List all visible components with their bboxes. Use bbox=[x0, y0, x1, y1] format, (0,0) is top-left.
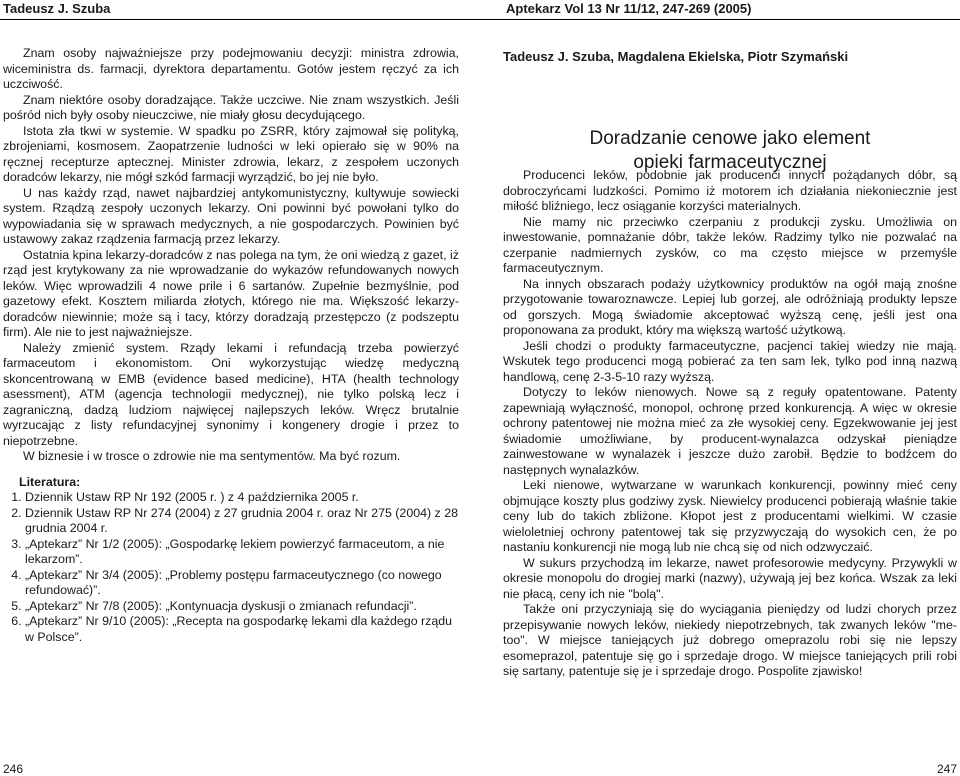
body-paragraph: Leki nienowe, wytwarzane w warunkach konkurencji, powinny mieć ceny objmujące koszty plus godziwy zysk. Niewielcy producenci pobierają właśnie takie ceny lub do takich zbliżone. Kłopot jest z producentami wielkimi. W czasie wieloletniej ochrony patentowej tak się przyzwyczają do wysokich cen, że po nastaniu konkurencji nie mogą lub nie chcą się od nich odzwyczaić. bbox=[503, 478, 957, 554]
header-rule bbox=[0, 19, 960, 20]
left-column bbox=[3, 46, 459, 645]
article-authors: Tadeusz J. Szuba, Magdalena Ekielska, Piotr Szymański bbox=[503, 49, 849, 64]
reference-item: 2. Dziennik Ustaw RP Nr 274 (2004) z 27 grudnia 2004 r. oraz Nr 275 (2004) z 28 grudnia 2004 r. bbox=[25, 506, 459, 537]
page-number-right: 247 bbox=[937, 762, 958, 776]
body-paragraph: Na innych obszarach podaży użytkownicy produktów na ogół mają znośne przygotowanie towaroznawcze. Lepiej lub gorzej, ale odróżniają produkty lepsze od gorszych. Mogą świadomie akceptować wyższą cenę, jeśli jest ona proponowana za produkt, który ma większą wartość użytkową. bbox=[503, 276, 957, 337]
body-paragraph: Dotyczy to leków nienowych. Nowe są z reguły opatentowane. Patenty zapewniają wyłączność, monopol, ochronę przed konkurencją. A więc w okresie ochrony patentowej nie można mieć za złe wysokiej ceny. Egzekwowanie jej jest świadomie umożliwiane, by producent-wynalazca odzyskał pieniądze zainwestowane w wynalazek i jeszcze dużo zarobił. Będzie to bodźcem do następnych wynalazków. bbox=[503, 385, 957, 477]
body-paragraph: Ostatnia kpina lekarzy-doradców z nas polega na tym, że oni wiedzą z gazet, iż rząd jest krytykowany za nie wprowadzanie do wykazów refundowanych nowych leków. Więc wprowadzili 4 nowe prile i 6 sartanów. Zupełnie bezmyślnie, pod gazetowy efekt. Kosztem miliarda złotych, którego nie ma. Większość lekarzy-doradców niewinnie; może są i tacy, którzy doradzają przestępczo (z podszeptu firm). Ale nie to jest najważniejsze. bbox=[3, 247, 459, 339]
reference-item: 6. „Aptekarz” Nr 9/10 (2005): „Recepta na gospodarkę lekami dla każdego rządu w Polsce”. bbox=[25, 614, 459, 645]
literature-heading: Literatura: bbox=[19, 474, 81, 489]
reference-item: 1. Dziennik Ustaw RP Nr 192 (2005 r. ) z 4 października 2005 r. bbox=[25, 490, 459, 506]
body-paragraph: Znam niektóre osoby doradzające. Także uczciwe. Nie znam wszystkich. Jeśli pośród nich były osoby nieuczciwe, nie miały głosu decydującego. bbox=[3, 92, 459, 122]
body-paragraph: Jeśli chodzi o produkty farmaceutyczne, pacjenci takiej wiedzy nie mają. Wskutek tego producenci mogą pobierać za ten sam lek, tylko pod inną nazwą handlową, cenę 2-3-5-10 razy wyższą. bbox=[503, 338, 957, 384]
running-header bbox=[0, 0, 960, 20]
reference-list bbox=[3, 490, 459, 645]
body-paragraph: U nas każdy rząd, nawet najbardziej antykomunistyczny, kultywuje sowiecki system. Rządzą zespoły uczonych lekarzy. Oni powinni być powołani tylko do wypowiadania się w sprawach medycznych, a nie gospodarczych. Powinien być ustawowy zakaz rządzenia farmacją przez lekarzy. bbox=[3, 185, 459, 246]
body-paragraph: W biznesie i w trosce o zdrowie nie ma sentymentów. Ma być rozum. bbox=[23, 449, 401, 463]
page-number-left: 246 bbox=[3, 762, 24, 776]
body-paragraph: Znam osoby najważniejsze przy podejmowaniu decyzji: ministra zdrowia, wiceministra ds. farmacji, dyrektora departamentu. Gotów jestem ręczyć za ich uczciwość. bbox=[3, 46, 459, 91]
body-paragraph: Także oni przyczyniają się do wyciągania pieniędzy od ludzi chorych przez przepisywanie nowych leków, niekiedy niepotrzebnych, tak zwanych leków "me-too". W miejsce taniejących już dobrego omeprazolu robi się nie lepszy esomeprazol, patentuje się go i sprzedaje drogo. W miejsce taniejących prili robi się sartany, patentuje się je i sprzedaje drogo. Pospolite zjawisko! bbox=[503, 602, 957, 678]
article-title-line: Doradzanie cenowe jako element bbox=[589, 128, 871, 149]
body-paragraph: W sukurs przychodzą im lekarze, nawet profesorowie medycyny. Przywykli w okresie monopolu do drogiej marki (nazwy), używają jej bez końca. Wszak za leki nie płacą, ceny ich nie "bolą". bbox=[503, 555, 957, 601]
body-paragraph: Nie mamy nic przeciwko czerpaniu z produkcji zysku. Umożliwia on inwestowanie, pomnażanie dóbr, także leków. Radzimy tylko nie pozwalać na czerpanie nadmiernych zysków, co ma często miejsce w przemyśle farmaceutycznym. bbox=[503, 214, 957, 275]
right-column bbox=[503, 168, 957, 680]
reference-item: 3. „Aptekarz” Nr 1/2 (2005): „Gospodarkę lekiem powierzyć farmaceutom, a nie lekarzom”. bbox=[25, 537, 459, 568]
header-author: Tadeusz J. Szuba bbox=[3, 1, 111, 16]
body-paragraph: Istota zła tkwi w systemie. W spadku po ZSRR, który zajmował się polityką, zbrojeniami, kosmosem. Zaopatrzenie ludności w leki opierało się w 90% na ręcznej recepturze aptecznej. Minister zdrowia, lekarz, z zespołem uczonych doradców lekarzy, nie mógł szkód farmacji wyrządzić, bo jej nie było. bbox=[3, 123, 459, 184]
reference-item: 4. „Aptekarz” Nr 3/4 (2005): „Problemy postępu farmaceutycznego (co nowego refundować)”. bbox=[25, 568, 459, 599]
body-paragraph: Producenci leków, podobnie jak producenci innych pożądanych dóbr, są dobroczyńcami ludzkości. Pomimo iż motorem ich działania niekoniecznie jest miłość bliźniego, lecz osiąganie korzyści materialnych. bbox=[503, 168, 957, 213]
reference-item: 5. „Aptekarz” Nr 7/8 (2005): „Kontynuacja dyskusji o zmianach refundacji”. bbox=[25, 599, 459, 615]
header-journal: Aptekarz Vol 13 Nr 11/12, 247-269 (2005) bbox=[506, 1, 752, 16]
body-paragraph: Należy zmienić system. Rządy lekami i refundacją trzeba powierzyć farmaceutom i ekonomistom. Oni wykorzystując wiedzę medyczną skoncentrowaną w EMB (evidence based medicine), HTA (health technology asessment), ATM (agencja technologii medycznej), nie tylko polską lecz i zagraniczną, dadzą ludziom najwięcej najlepszych leków. Wręcz brutalnie wyrzucając z listy refundacyjnej synonimy i kongenery drogie i przez to niepotrzebne. bbox=[3, 340, 459, 448]
article-title-line: opieki farmaceutycznej bbox=[633, 152, 827, 173]
